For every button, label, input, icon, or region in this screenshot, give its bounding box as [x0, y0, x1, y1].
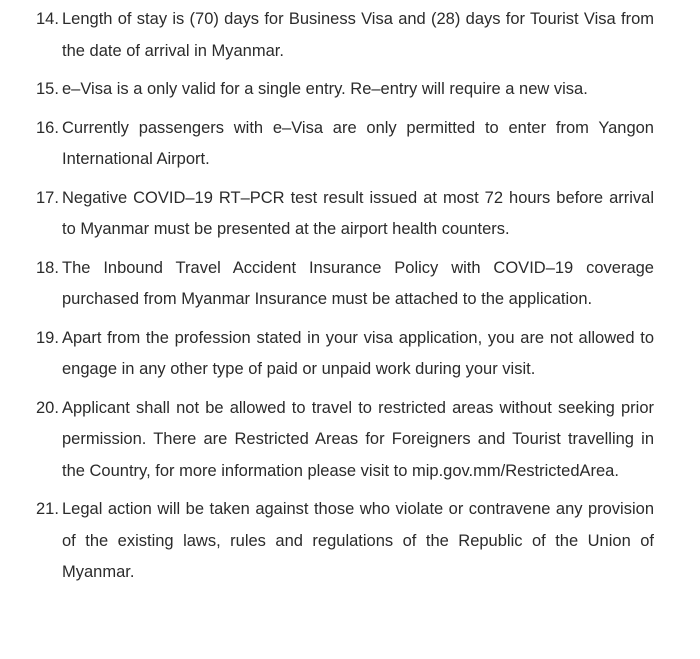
- list-item-text: Apart from the profession stated in your visa application, you are not allowed to engage in any other type of paid or unpaid work during your visit.: [62, 328, 654, 378]
- list-item-17: [36, 183, 654, 246]
- list-item-number: 14.: [36, 10, 59, 28]
- list-item-number: 16.: [36, 118, 59, 137]
- list-item-number: 19.: [36, 328, 59, 347]
- list-item-19: [36, 323, 654, 386]
- list-item-number: 18.: [36, 258, 59, 277]
- list-item-15: [36, 74, 654, 106]
- list-item-20: [36, 393, 654, 488]
- list-item-16: [36, 113, 654, 176]
- list-item-text: e–Visa is a only valid for a single entry. Re–entry will require a new visa.: [62, 80, 588, 98]
- list-item-text: Currently passengers with e–Visa are only permitted to enter from Yangon International Airport.: [62, 118, 654, 168]
- list-item-text: Applicant shall not be allowed to travel to restricted areas without seeking prior permission. There are Restricted Areas for Foreigners and Tourist travelling in the Country, for more information please visit to mip.gov.mm/RestrictedArea.: [62, 398, 654, 480]
- list-item-text: Length of stay is (70) days for Business Visa and (28) days for Tourist Visa from the date of arrival in Myanmar.: [62, 10, 654, 60]
- list-item-21: [36, 494, 654, 589]
- list-item-14: [36, 4, 654, 67]
- list-item-text: Negative COVID–19 RT–PCR test result issued at most 72 hours before arrival to Myanmar must be presented at the airport health counters.: [62, 188, 654, 238]
- list-item-number: 20.: [36, 398, 59, 417]
- list-item-18: [36, 253, 654, 316]
- list-item-number: 15.: [36, 80, 59, 98]
- list-item-text: The Inbound Travel Accident Insurance Policy with COVID–19 coverage purchased from Myanmar Insurance must be attached to the application.: [62, 258, 654, 308]
- list-item-number: 21.: [36, 500, 59, 518]
- list-item-number: 17.: [36, 188, 59, 207]
- list-item-text: Legal action will be taken against those who violate or contravene any provision of the existing laws, rules and regulations of the Republic of the Union of Myanmar.: [62, 500, 654, 581]
